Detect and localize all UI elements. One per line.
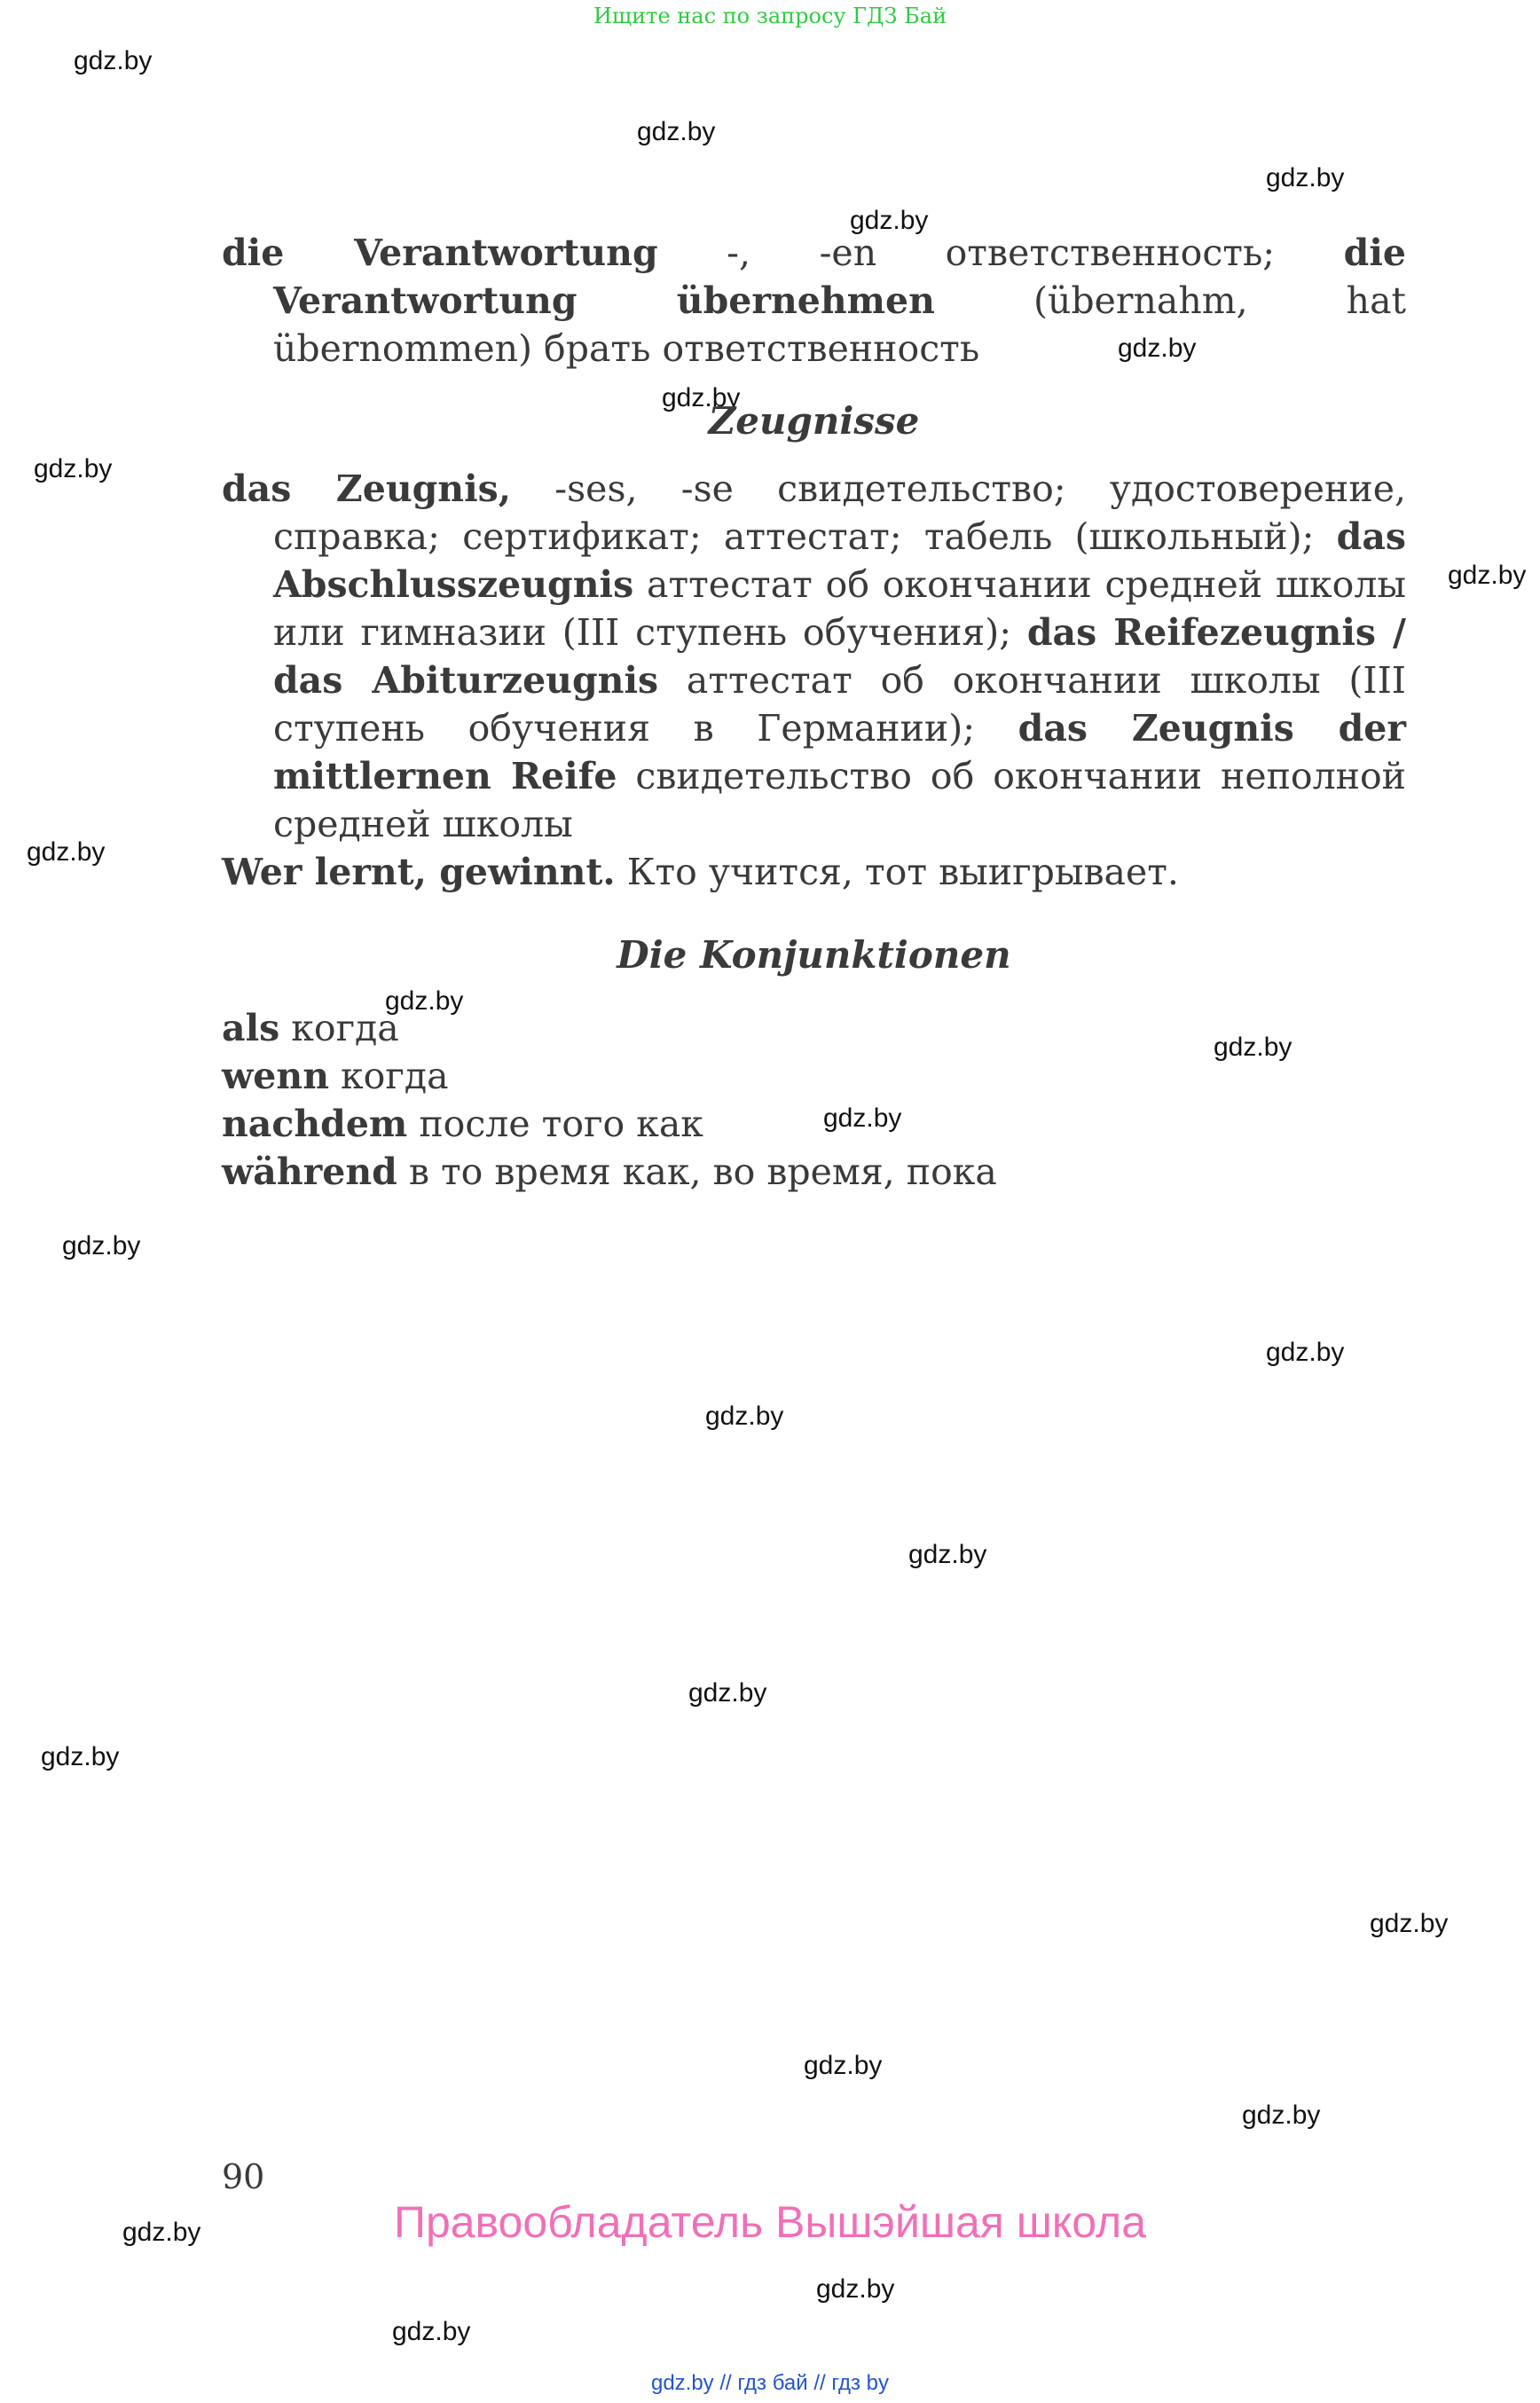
watermark: gdz.by xyxy=(1266,1338,1345,1367)
entry-text: -, -en ответственность; xyxy=(657,232,1344,274)
watermark: gdz.by xyxy=(74,46,153,75)
phrase: das Zeugnis der mittlernen Reife xyxy=(273,707,1406,797)
entry-text: (übernahm, hat übernommen) брать ответственность xyxy=(273,279,1406,370)
rights-holder-notice: Правообладатель Вышэйшая школа xyxy=(394,2197,1146,2247)
proverb xyxy=(222,848,1406,896)
vocab-entry-zeugnis xyxy=(222,465,1406,848)
watermark: gdz.by xyxy=(392,2317,471,2346)
watermark: gdz.by xyxy=(908,1540,987,1569)
watermark: gdz.by xyxy=(1118,334,1197,363)
phrase: das Abschlusszeugnis xyxy=(273,515,1406,606)
watermark: gdz.by xyxy=(637,117,716,146)
watermark: gdz.by xyxy=(1242,2101,1321,2130)
watermark: gdz.by xyxy=(816,2274,895,2304)
phrase: das Reifezeugnis / das Abiturzeugnis xyxy=(273,611,1406,702)
watermark: gdz.by xyxy=(385,986,464,1016)
entry-text: аттестат об окончании школы (III ступень обучения в Германии); xyxy=(273,659,1406,750)
top-banner[interactable]: Ищите нас по запросу ГДЗ Бай xyxy=(593,4,947,28)
conjunction-item xyxy=(222,1004,1406,1052)
watermark: gdz.by xyxy=(122,2218,201,2247)
watermark: gdz.by xyxy=(705,1402,784,1431)
conjunction-meaning: после того как xyxy=(407,1103,703,1145)
conjunction-meaning: в то время как, во время, пока xyxy=(397,1150,997,1193)
proverb-translation: Кто учится, тот выигрывает. xyxy=(615,851,1179,893)
watermark: gdz.by xyxy=(1214,1033,1292,1062)
vocab-entry-verantwortung xyxy=(222,229,1406,373)
conjunction-meaning: когда xyxy=(279,1007,399,1049)
section-heading-konjunktionen: Die Konjunktionen xyxy=(617,933,1011,977)
page-number: 90 xyxy=(222,2157,265,2196)
watermark: gdz.by xyxy=(27,837,106,867)
vocabulary-content xyxy=(222,229,1406,1196)
phrase: die Verantwortung übernehmen xyxy=(273,232,1406,322)
watermark: gdz.by xyxy=(662,383,741,412)
footer-links[interactable]: gdz.by // гдз бай // гдз by xyxy=(650,2371,890,2395)
watermark: gdz.by xyxy=(34,454,113,483)
entry-text: аттестат об окончании средней школы или гимназии (III ступень обучения); xyxy=(273,563,1406,654)
watermark: gdz.by xyxy=(62,1231,141,1260)
watermark: gdz.by xyxy=(1448,561,1527,590)
watermark: gdz.by xyxy=(688,1678,767,1708)
watermark: gdz.by xyxy=(823,1103,902,1133)
conjunction-item xyxy=(222,1100,1406,1148)
headword: das Zeugnis, xyxy=(222,467,512,510)
conjunction-word: während xyxy=(222,1150,397,1193)
conjunction-word: nachdem xyxy=(222,1103,408,1145)
entry-text: свидетельство об окончании неполной средней школы xyxy=(273,755,1406,845)
conjunction-item xyxy=(222,1052,1406,1100)
conjunction-word: wenn xyxy=(222,1055,329,1097)
conjunction-meaning: когда xyxy=(329,1055,449,1097)
headword: die Verantwortung xyxy=(222,232,658,274)
proverb-german: Wer lernt, gewinnt. xyxy=(222,851,616,893)
entry-text: -ses, -se свидетельство; удостоверение, справка; сертификат; аттестат; табель (школьный); xyxy=(273,467,1407,558)
watermark: gdz.by xyxy=(1370,1909,1449,1938)
conjunction-item xyxy=(222,1148,1406,1196)
watermark: gdz.by xyxy=(850,206,929,235)
conjunction-word: als xyxy=(222,1007,280,1049)
watermark: gdz.by xyxy=(804,2051,883,2080)
section-heading-zeugnisse: Zeugnisse xyxy=(708,399,920,443)
watermark: gdz.by xyxy=(1266,163,1345,192)
watermark: gdz.by xyxy=(41,1742,120,1771)
